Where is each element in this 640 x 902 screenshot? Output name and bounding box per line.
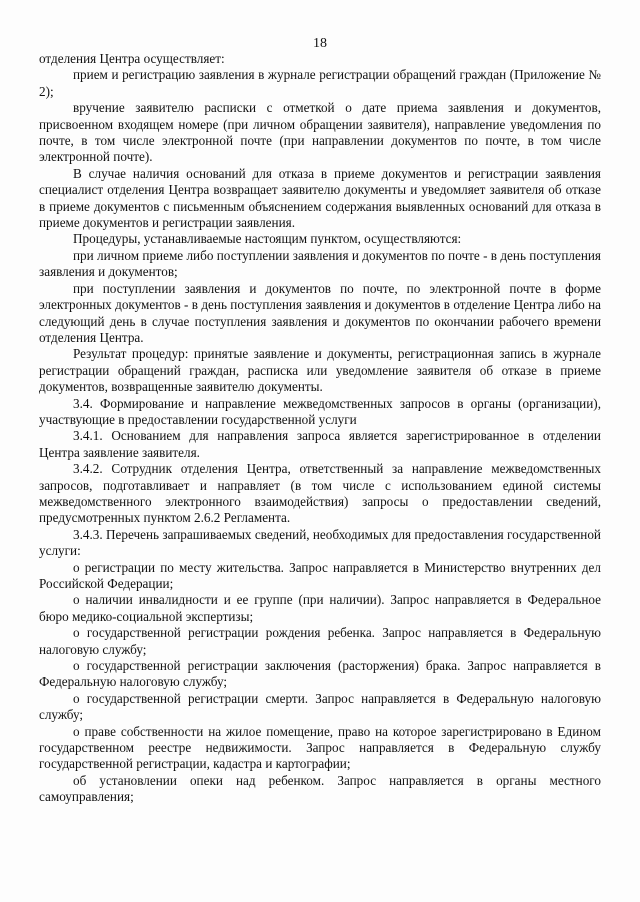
paragraph: 3.4.2. Сотрудник отделения Центра, ответственный за направление межведомственных запросов, подготавливает и направляет (в том числе с использованием единой системы межведомственного электронного взаимодействия) запросы о предоставлении сведений, предусмотренных пунктом 2.6.2 Регламента. [39, 461, 601, 526]
section-heading: 3.4. Формирование и направление межведомственных запросов в органы (организации), участвующие в предоставлении государственной услуги [39, 395, 601, 427]
paragraph: Процедуры, устанавливаемые настоящим пунктом, осуществляются: [73, 231, 462, 247]
paragraph: Результат процедур: принятые заявление и документы, регистрационная запись в журнале регистрации обращений граждан, расписка или уведомление заявителя об отказе в приеме документов, возвращенные заявителю документы. [39, 346, 601, 395]
paragraph: 3.4.3. Перечень запрашиваемых сведений, необходимых для предоставления государственной услуги: [39, 526, 601, 559]
paragraph: отделения Центра осуществляет: [39, 51, 225, 66]
list-item: о регистрации по месту жительства. Запрос направляется в Министерство внутренних дел Российской Федерации; [39, 559, 601, 591]
paragraph: при поступлении заявления и документов по почте, по электронной почте в форме электронных документов - в день поступления заявления и документов в отделение Центра либо на следующий день в случае поступления заявления и документов по окончании рабочего времени отделения Центра. [39, 280, 601, 345]
paragraph: В случае наличия оснований для отказа в приеме документов и регистрации заявления специалист отделения Центра возвращает заявителю документы и уведомляет заявителя об отказе в приеме документов с письменным объяснением содержания выявленных оснований для отказа в приеме документов и регистрации заявления. [39, 165, 601, 231]
paragraph: прием и регистрацию заявления в журнале регистрации обращений граждан (Приложение № 2); [39, 67, 601, 99]
paragraph: 3.4.1. Основанием для направления запроса является зарегистрированное в отделении Центра заявление заявителя. [39, 428, 601, 460]
list-item: о праве собственности на жилое помещение, право на которое зарегистрировано в Едином государственном реестре недвижимости. Запрос направляется в Федеральную службу государственной регистрации, кадастра и картографии; [39, 723, 601, 772]
list-item: о государственной регистрации рождения ребенка. Запрос направляется в Федеральную налоговую службу; [39, 625, 601, 657]
paragraph: при личном приеме либо поступлении заявления и документов по почте - в день поступления заявления и документов; [39, 247, 601, 280]
list-item: об установлении опеки над ребенком. Запрос направляется в органы местного самоуправления; [39, 772, 601, 805]
page-number: 18 [313, 36, 327, 51]
list-item: о государственной регистрации смерти. Запрос направляется в Федеральную налоговую службу; [39, 690, 601, 723]
list-item: о государственной регистрации заключения (расторжения) брака. Запрос направляется в Федеральную налоговую службу; [39, 658, 601, 690]
document-body [39, 51, 601, 806]
paragraph: вручение заявителю расписки с отметкой о дате приема заявления и документов, присвоенном входящем номере (при личном обращении заявителя), направление уведомления по почте, в том числе электронной почте (при направлении документов по почте, в том числе электронной почте). [39, 100, 601, 165]
list-item: о наличии инвалидности и ее группе (при наличии). Запрос направляется в Федеральное бюро медико-социальной экспертизы; [39, 592, 601, 624]
